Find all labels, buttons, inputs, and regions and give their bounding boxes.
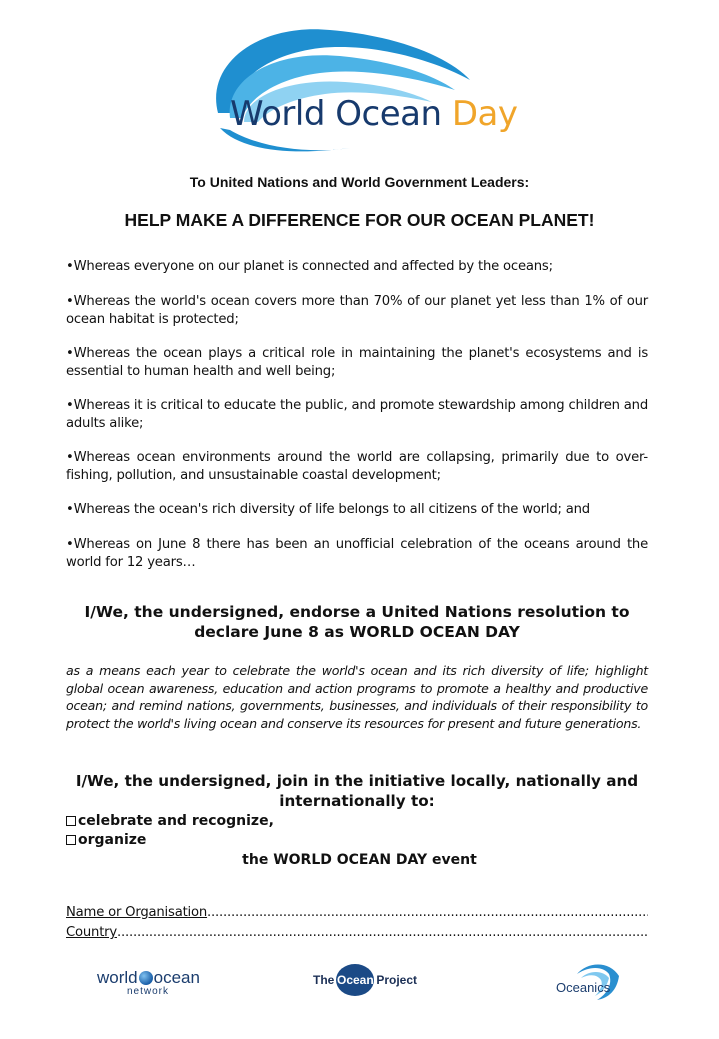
purpose-paragraph: as a means each year to celebrate the world's ocean and its rich diversity of life; highlight global ocean awareness, education and action programs to promote a healthy and productive ocean; and remind nations, governments, businesses, and individuals of their responsibility to protect the world's living ocean and conserve its resources for present and future generations. <box>66 663 648 731</box>
top-ocean: Ocean <box>337 973 374 987</box>
name-field-label: Name or Organisation <box>66 905 208 920</box>
won-word-world: world <box>97 968 138 987</box>
top-project: Project <box>376 973 418 987</box>
world-ocean-day-logo <box>200 18 550 158</box>
won-network: network <box>127 986 170 997</box>
join-statement: I/We, the undersigned, join in the initiative locally, nationally and internationally to: <box>75 772 639 810</box>
whereas-7: •Whereas on June 8 there has been an unofficial celebration of the oceans around the world for 12 years… <box>66 537 648 570</box>
country-field-line[interactable] <box>117 925 648 940</box>
country-field[interactable] <box>66 925 648 940</box>
world-ocean-network-logo <box>97 968 217 1000</box>
name-field-line[interactable] <box>207 905 648 920</box>
whereas-5: •Whereas ocean environments around the world are collapsing, primarily due to over-fishing, pollution, and unsustainable coastal development; <box>66 450 648 483</box>
option-organize-label: organize <box>78 832 147 848</box>
endorsement-statement: I/We, the undersigned, endorse a United Nations resolution to declare June 8 as WORLD OCEAN DAY <box>84 603 630 641</box>
whereas-1: •Whereas everyone on our planet is connected and affected by the oceans; <box>66 259 553 274</box>
ocean-globe-icon <box>336 964 374 996</box>
oceanics-logo <box>553 960 633 1002</box>
option-celebrate <box>66 813 274 829</box>
name-field[interactable] <box>66 905 648 920</box>
country-field-label: Country <box>66 925 117 940</box>
organize-checkbox[interactable] <box>66 835 76 845</box>
ocean-project-logo <box>313 962 417 998</box>
headline: HELP MAKE A DIFFERENCE FOR OUR OCEAN PLANET! <box>124 210 595 230</box>
event-line: the WORLD OCEAN DAY event <box>242 852 477 868</box>
won-word-ocean: ocean <box>153 968 200 987</box>
option-celebrate-label: celebrate and recognize, <box>78 813 274 829</box>
whereas-2: •Whereas the world's ocean covers more than 70% of our planet yet less than 1% of our ocean habitat is protected; <box>66 294 648 327</box>
oceanics-text: Oceanics <box>556 980 611 995</box>
option-organize <box>66 832 146 848</box>
whereas-6: •Whereas the ocean's rich diversity of life belongs to all citizens of the world; and <box>66 502 590 517</box>
top-the: The <box>313 973 335 987</box>
logo-wordmark <box>230 94 517 134</box>
logo-world-ocean: World Ocean <box>230 94 442 134</box>
wave-swirl-icon <box>200 18 550 158</box>
whereas-4: •Whereas it is critical to educate the public, and promote stewardship among children and adults alike; <box>66 398 648 431</box>
globe-icon <box>139 971 153 985</box>
logo-day: Day <box>451 94 518 134</box>
salutation: To United Nations and World Government Leaders: <box>189 174 530 190</box>
celebrate-checkbox[interactable] <box>66 816 76 826</box>
whereas-3: •Whereas the ocean plays a critical role in maintaining the planet's ecosystems and is essential to human health and well being; <box>66 346 648 379</box>
